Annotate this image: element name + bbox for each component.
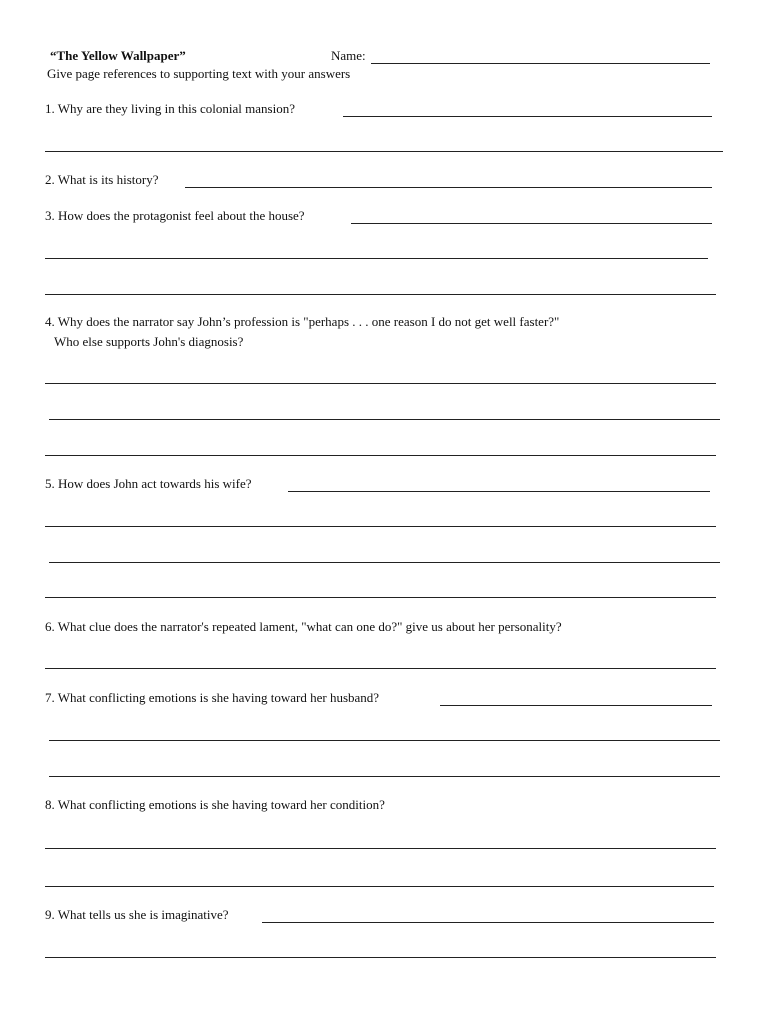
worksheet-title: “The Yellow Wallpaper” (50, 48, 186, 63)
question-9-inline-answer-line[interactable] (262, 922, 714, 923)
question-5-text: 5. How does John act towards his wife? (45, 476, 252, 491)
question-2-text: 2. What is its history? (45, 172, 159, 187)
question-8-text: 8. What conflicting emotions is she having toward her condition? (45, 797, 385, 812)
question-5-answer-line[interactable] (49, 562, 720, 563)
question-4-text: 4. Why does the narrator say John’s profession is "perhaps . . . one reason I do not get well faster?" (45, 314, 560, 329)
question-3-answer-line[interactable] (45, 294, 716, 295)
question-7-inline-answer-line[interactable] (440, 705, 712, 706)
question-5-inline-answer-line[interactable] (288, 491, 710, 492)
question-6-text: 6. What clue does the narrator's repeated lament, "what can one do?" give us about her personality? (45, 619, 562, 634)
name-label: Name: (331, 48, 366, 63)
question-3-answer-line[interactable] (45, 258, 708, 259)
question-4-answer-line[interactable] (49, 419, 720, 420)
question-7-answer-line[interactable] (49, 740, 720, 741)
instructions-text: Give page references to supporting text with your answers (47, 66, 351, 81)
question-4-text-continued: Who else supports John's diagnosis? (54, 334, 244, 349)
question-9-answer-line[interactable] (45, 957, 716, 958)
question-6-answer-line[interactable] (45, 668, 716, 669)
question-4-answer-line[interactable] (45, 455, 716, 456)
question-7-answer-line[interactable] (49, 776, 720, 777)
question-9-text: 9. What tells us she is imaginative? (45, 907, 229, 922)
question-1-answer-line[interactable] (45, 151, 723, 152)
name-answer-line[interactable] (371, 63, 710, 64)
question-8-answer-line[interactable] (45, 886, 714, 887)
question-2-inline-answer-line[interactable] (185, 187, 712, 188)
question-3-inline-answer-line[interactable] (351, 223, 712, 224)
question-4-answer-line[interactable] (45, 383, 716, 384)
question-5-answer-line[interactable] (45, 597, 716, 598)
question-1-text: 1. Why are they living in this colonial mansion? (45, 101, 295, 116)
question-5-answer-line[interactable] (45, 526, 716, 527)
question-1-inline-answer-line[interactable] (343, 116, 712, 117)
question-8-answer-line[interactable] (45, 848, 716, 849)
question-3-text: 3. How does the protagonist feel about the house? (45, 208, 305, 223)
question-7-text: 7. What conflicting emotions is she having toward her husband? (45, 690, 380, 705)
